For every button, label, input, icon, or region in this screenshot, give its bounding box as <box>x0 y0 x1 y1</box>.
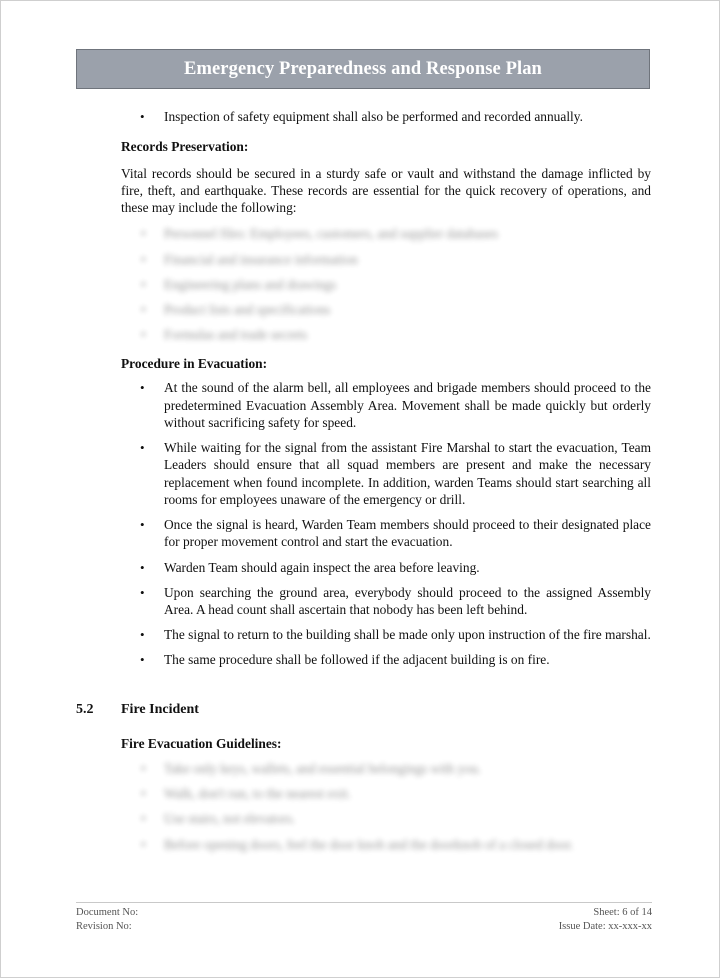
section-heading <box>76 702 199 718</box>
records-list-redacted <box>121 225 651 343</box>
list-item: • Financial and insurance information <box>141 251 358 267</box>
list-item: • The signal to return to the building shall be made only upon instruction of the fire marshal. <box>140 627 651 642</box>
sheet-number: Sheet: 6 of 14 <box>593 907 652 918</box>
document-title: Emergency Preparedness and Response Plan <box>184 58 542 79</box>
section-title: Fire Incident <box>121 702 199 717</box>
list-item: • Upon searching the ground area, everybody should proceed to the assigned Assembly Area. A head count shall ascertain that nobody has been left behind. <box>140 584 651 617</box>
list-item: • Formulas and trade secrets <box>141 326 308 342</box>
issue-date: Issue Date: xx-xxx-xx <box>558 921 652 932</box>
document-number-label: Document No: <box>76 907 139 918</box>
document-title-bar <box>76 49 650 89</box>
records-paragraph: Vital records should be secured in a sturdy safe or vault and withstand the damage inflicted by fire, theft, and earthquake. These records are essential for the quick recovery of operations, and these may include the following: <box>121 165 651 216</box>
evacuation-heading: Procedure in Evacuation: <box>121 356 268 372</box>
list-item: • At the sound of the alarm bell, all employees and brigade members should proceed to the predetermined Evacuation Assembly Area. Movement shall be made quickly but orderly without sacrificing safety for speed. <box>140 380 651 431</box>
list-item: • While waiting for the signal from the assistant Fire Marshal to start the evacuation, Team Leaders should ensure that all squad members are present and make the necessary replacement when found incomplete. In addition, warden Teams should start searching all rooms for employees unaware of the emergency or drill. <box>140 440 651 508</box>
list-item: • The same procedure shall be followed if the adjacent building is on fire. <box>140 652 550 668</box>
revision-number-label: Revision No: <box>76 921 132 932</box>
fire-guidelines-block <box>121 735 651 861</box>
list-item: • Before opening doors, feel the door knob and the doorknob of a closed door. <box>141 836 574 852</box>
list-item: • Inspection of safety equipment shall also be performed and recorded annually. <box>140 109 583 124</box>
document-body <box>121 108 651 676</box>
list-item: • Personnel files: Employees, customers, and supplier databases <box>141 226 498 242</box>
fire-guidelines-heading: Fire Evacuation Guidelines: <box>121 736 282 751</box>
list-item: • Engineering plans and drawings <box>141 276 337 292</box>
fire-guidelines-list-redacted <box>121 760 651 853</box>
list-item: • Once the signal is heard, Warden Team members should proceed to their designated place for proper movement control and start the evacuation. <box>140 517 651 550</box>
list-item: • Take only keys, wallets, and essential belongings with you. <box>141 761 482 777</box>
evacuation-list <box>121 379 651 668</box>
section-number: 5.2 <box>76 702 94 717</box>
intro-list <box>121 108 651 125</box>
list-item: • Product lists and specifications <box>141 301 331 317</box>
list-item: • Warden Team should again inspect the area before leaving. <box>140 559 480 575</box>
records-heading: Records Preservation: <box>121 139 249 155</box>
list-item: • Use stairs, not elevators. <box>141 811 296 827</box>
list-item: • Walk, don't run, to the nearest exit. <box>141 786 351 802</box>
page-footer <box>76 902 652 934</box>
